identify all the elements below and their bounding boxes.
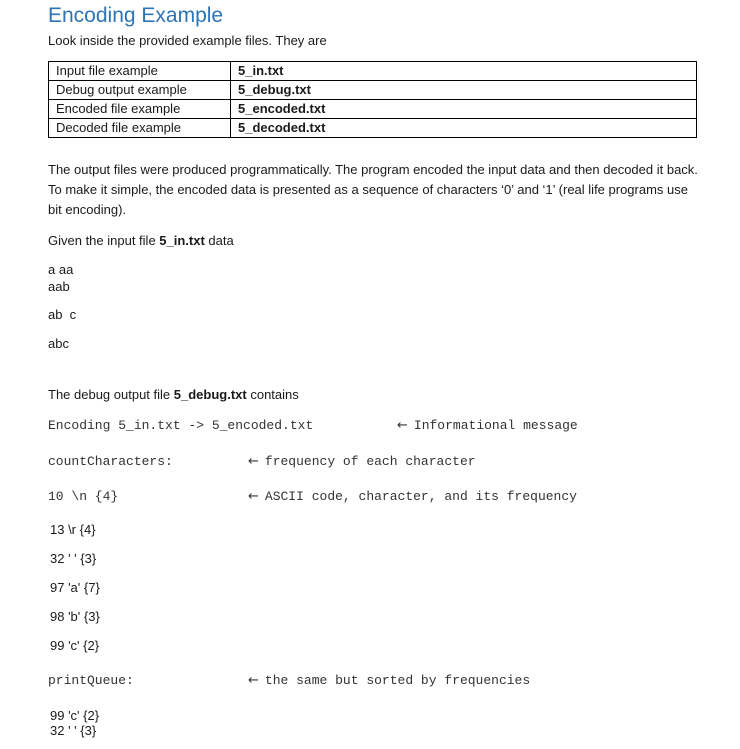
input-line: a aa bbox=[48, 262, 74, 277]
file-name: 5_debug.txt bbox=[231, 81, 697, 100]
file-label: Debug output example bbox=[49, 81, 231, 100]
debug-intro-line: The debug output file 5_debug.txt contains bbox=[48, 387, 299, 402]
left-arrow-icon: ← bbox=[397, 418, 408, 433]
input-file-name: 5_in.txt bbox=[159, 233, 205, 248]
description-paragraph: The output files were produced programmatically. The program encoded the input data and then decoded it back. To make it simple, the encoded data is presented as a sequence of characters ‘0’ and ‘1’ (real life programs use bit encoding). bbox=[48, 162, 698, 217]
queue-line: 99 'c' {2} bbox=[50, 708, 100, 723]
debug-count-line: countCharacters: bbox=[48, 454, 173, 469]
input-line: aab bbox=[48, 279, 70, 294]
file-name: 5_encoded.txt bbox=[231, 100, 697, 119]
file-label: Input file example bbox=[49, 62, 231, 81]
freq-line: 99 'c' {2} bbox=[50, 638, 100, 653]
file-label: Encoded file example bbox=[49, 100, 231, 119]
files-table bbox=[48, 61, 697, 138]
table-row bbox=[49, 62, 697, 81]
input-line: abc bbox=[48, 336, 69, 351]
debug-note: ← the same but sorted by frequencies bbox=[248, 673, 531, 688]
page-title: Encoding Example bbox=[48, 4, 224, 27]
freq-line: 13 \r {4} bbox=[50, 522, 96, 537]
freq-line: 98 'b' {3} bbox=[50, 609, 100, 624]
left-arrow-icon: ← bbox=[248, 673, 259, 688]
debug-note: ← ASCII code, character, and its frequency bbox=[248, 489, 577, 504]
file-label: Decoded file example bbox=[49, 119, 231, 138]
debug-note: ← Informational message bbox=[397, 418, 578, 433]
input-line: ab c bbox=[48, 307, 77, 322]
left-arrow-icon: ← bbox=[248, 454, 259, 469]
debug-note: ← frequency of each character bbox=[248, 454, 476, 469]
freq-line: 32 ' ' {3} bbox=[50, 551, 97, 566]
freq-line: 97 'a' {7} bbox=[50, 580, 100, 595]
queue-line: 32 ' ' {3} bbox=[50, 723, 97, 738]
debug-encoding-line: Encoding 5_in.txt -> 5_encoded.txt bbox=[48, 418, 314, 433]
left-arrow-icon: ← bbox=[248, 489, 259, 504]
debug-queue-line: printQueue: bbox=[48, 673, 134, 688]
table-row bbox=[49, 119, 697, 138]
intro-text: Look inside the provided example files. They are bbox=[48, 33, 327, 48]
debug-freq-line: 10 \n {4} bbox=[48, 489, 119, 504]
table-row bbox=[49, 81, 697, 100]
file-name: 5_in.txt bbox=[231, 62, 697, 81]
table-row bbox=[49, 100, 697, 119]
file-name: 5_decoded.txt bbox=[231, 119, 697, 138]
debug-file-name: 5_debug.txt bbox=[173, 387, 247, 402]
given-input-line: Given the input file 5_in.txt data bbox=[48, 233, 234, 248]
